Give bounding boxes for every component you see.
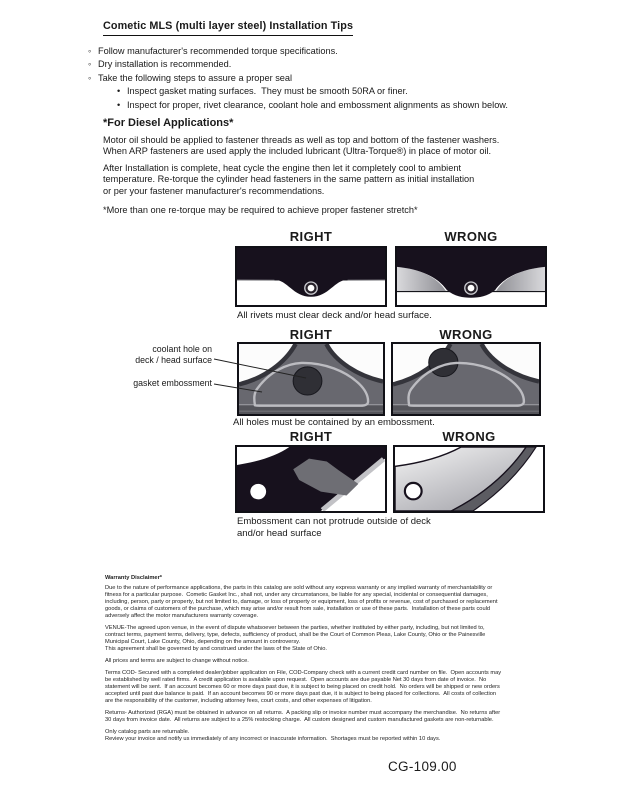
diesel-paragraph-oil: Motor oil should be applied to fastener threads as well as top and bottom of the fastener washers. When ARP fasteners are used apply the included lubricant (Ultra-Torque®) in place of motor oil. [103,135,500,157]
row1-caption: All rivets must clear deck and/or head surface. [237,310,432,321]
tip-text: Take the following steps to assure a proper seal [98,72,293,83]
hole-wrong-drawing [393,344,539,414]
diagram-rivet-right [235,246,387,307]
diagram-hole-right [237,342,385,416]
page-title: Cometic MLS (multi layer steel) Installation Tips [103,20,353,36]
diagram-protrude-right [235,445,387,513]
row1-wrong-header: WRONG [444,229,498,244]
row2-right-header: RIGHT [289,327,333,342]
venue-paragraph: VENUE-The agreed upon venue, in the event of dispute whatsoever between the parties, whether instituted by either party, including, but not limited to, contract terms, payment terms, delivery, type, defects, sufficiency of product, shall be the Court of Common Pleas, Lake County, Ohio or the Painesville Municipal Court, Lake County, Ohio, depending on the amount in controversy. This agreement shall be governed by and construed under the laws of the State of Ohio. [105,625,486,653]
warranty-disclaimer-heading: Warranty Disclaimer* [105,575,163,581]
warranty-paragraph: Due to the nature of performance applications, the parts in this catalog are sold without any express warranty or any implied warranty of merchantability or fitness for a particular purpose. Cometic Gasket Inc., shall not, under any circumstances, be liable for any special, incidental or consequential damages, including, person, party or property, but not limited to, damage, or loss of property or equipment, loss of profits or revenue, cost of purchased or replacement goods, or claims of customers of the purchase, which may arise and/or result from sale, installation or use of these parts. Installation of these parts could adversely affect the motor manufacturers warranty coverage. [105,585,498,620]
bullet-marker: ◦ [88,46,92,56]
row3-wrong-header: WRONG [442,429,496,444]
tip-text: Follow manufacturer's recommended torque specifications. [98,46,338,56]
row3-caption: Embossment can not protrude outside of deck and/or head surface [237,516,431,539]
rivet-wrong-drawing [397,248,545,305]
tip-item [88,58,508,71]
tip-text: Inspect for proper, rivet clearance, coolant hole and embossment alignments as shown below. [127,99,508,110]
tip-text: Inspect gasket mating surfaces. They must be smooth 50RA or finer. [127,86,408,97]
page-number: CG-109.00 [388,759,457,774]
diesel-paragraph-retorque: After Installation is complete, heat cycle the engine then let it completely cool to ambient temperature. Re-torque the cylinder head fasteners in the same pattern as initial installation or per your fastener manufacturer's recommendations. [103,163,475,196]
tip-text: Dry installation is recommended. [98,59,232,70]
legal-section [105,575,501,747]
rivet-right-drawing [237,248,385,305]
gasket-embossment-label: gasket embossment [133,378,212,388]
diesel-heading: *For Diesel Applications* [103,117,234,129]
diagram-hole-wrong [391,342,541,416]
diagram-rivet-wrong [395,246,547,307]
bullet-marker: • [117,86,121,97]
bolt-hole [405,483,422,499]
row3-right-header: RIGHT [289,429,333,444]
prices-line: All prices and terms are subject to change without notice. [105,658,249,665]
returns-paragraph: Returns- Authorized (RGA) must be obtained in advance on all returns. A packing slip or invoice number must accompany the merchandise. No returns after 30 days from invoice date. All returns are subject to a 25% restocking charge. All custom designed and custom manufactured gaskets are non-returnable. [105,709,501,723]
returnable-paragraph: Only catalog parts are returnable. Review your invoice and notify us immediately of any incorrect or inaccurate information. Shortages must be reported within 10 days. [105,728,441,742]
bullet-marker: ◦ [88,59,92,70]
bullet-marker: • [117,99,121,110]
row1-right-header: RIGHT [289,229,333,244]
protrude-right-drawing [237,447,385,511]
tip-sub-item [88,99,508,112]
terms-paragraph: Terms COD- Secured with a completed dealer/jobber application on File, COD-Company check with a current credit card number on file. Open accounts may be established by well rated firms. A credit application is available upon request. Open accounts are due payable Net 30 days from date of invoice. No statement will be sent. If an account becomes 60 or more days past due, it is subject to being placed on credit hold. No orders will be shipped or new orders accepted until past due balance is paid. If an account becomes 90 or more days past due, it is subject to being placed for collections. All costs of collection are the responsibility of the customer, including attorney fees, court costs, and other expenses of litigation. [105,669,502,705]
row2-caption: All holes must be contained by an embossment. [233,417,435,428]
tip-sub-item [88,85,508,98]
rivet-icon [464,281,478,295]
tips-list [88,45,508,112]
coolant-hole-label: coolant hole on deck / head surface [135,344,212,365]
tip-item [88,72,508,85]
row2-wrong-header: WRONG [439,327,493,342]
diagram-protrude-wrong [393,445,545,513]
tip-item [88,45,508,58]
coolant-hole [293,367,322,395]
hole-right-drawing [239,344,383,414]
retorque-note: *More than one re-torque may be required to achieve proper fastener stretch* [103,205,418,215]
bolt-hole [250,484,266,500]
rivet-icon [304,281,318,295]
bullet-marker: ◦ [88,72,92,83]
protrude-wrong-drawing [395,447,543,511]
